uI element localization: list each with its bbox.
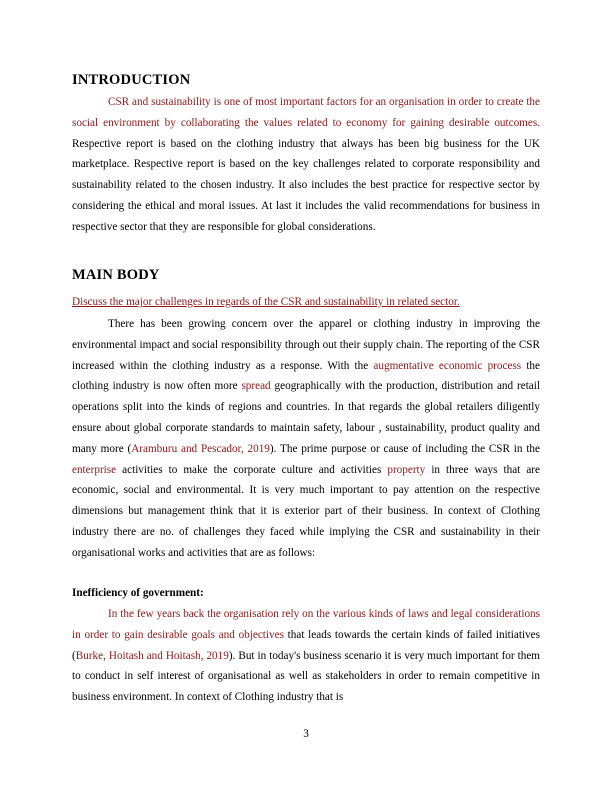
challenges-subheading: Discuss the major challenges in regards of the CSR and sustainability in related sector. [72,296,460,308]
p2-text-2: the clothing industry is now often more [72,359,540,393]
p2-text-6: in three ways that are economic, social and environmental. It is very much important to pay attention on the respective dimensions but management think that it is exterior part of their business. In context of Clothing industry there are no. of challenges they faced while implying the CSR and sustainability in their organisational works and activities that are as follows: [72,463,540,559]
p2-text-3: geographically with the production, distribution and retail operations split into the kinds of regions and countries. In that regards the global retailers diligently ensure about global corporate standards to maintain safety, labour , sustainability, product quality and many more ( [72,380,540,455]
p2-text-4: ). The prime purpose or cause of including the CSR in the [269,442,540,455]
main-body-heading: MAIN BODY [72,267,160,283]
p2-highlight-4: property [387,463,426,476]
p3-highlight-1: In the few years back the organisation rely on the various kinds of laws and legal considerations in order to gain desirable goals and objectives [72,608,540,641]
p2-highlight-1: augmentative economic process [373,359,522,372]
intro-highlight-text: CSR and sustainability is one of most important factors for an organisation in order to create the social environment by collaborating the values related to economy for gaining desirable outcomes. [72,96,540,129]
intro-body-text: Respective report is based on the clothing industry that always has been big business for the UK marketplace. Respective report is based on the key challenges related to corporate responsibility and sustainability related to the chosen industry. It also includes the best practice for respective sector by considering the ethical and moral issues. At last it includes the valid recommendations for business in respective sector that they are responsible for global considerations. [72,137,540,233]
p2-text-1: There has been growing concern over the apparel or clothing industry in improving the environmental impact and social responsibility through out their supply chain. The reporting of the CSR increased within the clothing industry as a response. With the [72,318,540,372]
inefficiency-heading: Inefficiency of government: [72,587,204,599]
introduction-heading: INTRODUCTION [72,72,191,88]
p2-highlight-3: enterprise [72,463,117,476]
citation-aramburu: Aramburu and Pescador, 2019 [131,442,270,455]
p2-highlight-2: spread [241,380,271,393]
p3-text-2: ). But in today's business scenario it is very much important for them to conduct in self interest of organisational as well as stakeholders in order to remain competitive in business environment. In context of Clothing industry that is [72,649,540,704]
citation-burke: Burke, Hoitash and Hoitash, 2019 [75,649,229,662]
introduction-paragraph [72,92,540,238]
page-number: 3 [303,728,309,740]
p2-text-5: activities to make the corporate culture and activities [116,463,388,476]
p3-text-1: that leads towards the certain kinds of failed initiatives ( [72,628,540,662]
challenges-paragraph [72,314,540,564]
inefficiency-paragraph [72,604,540,708]
